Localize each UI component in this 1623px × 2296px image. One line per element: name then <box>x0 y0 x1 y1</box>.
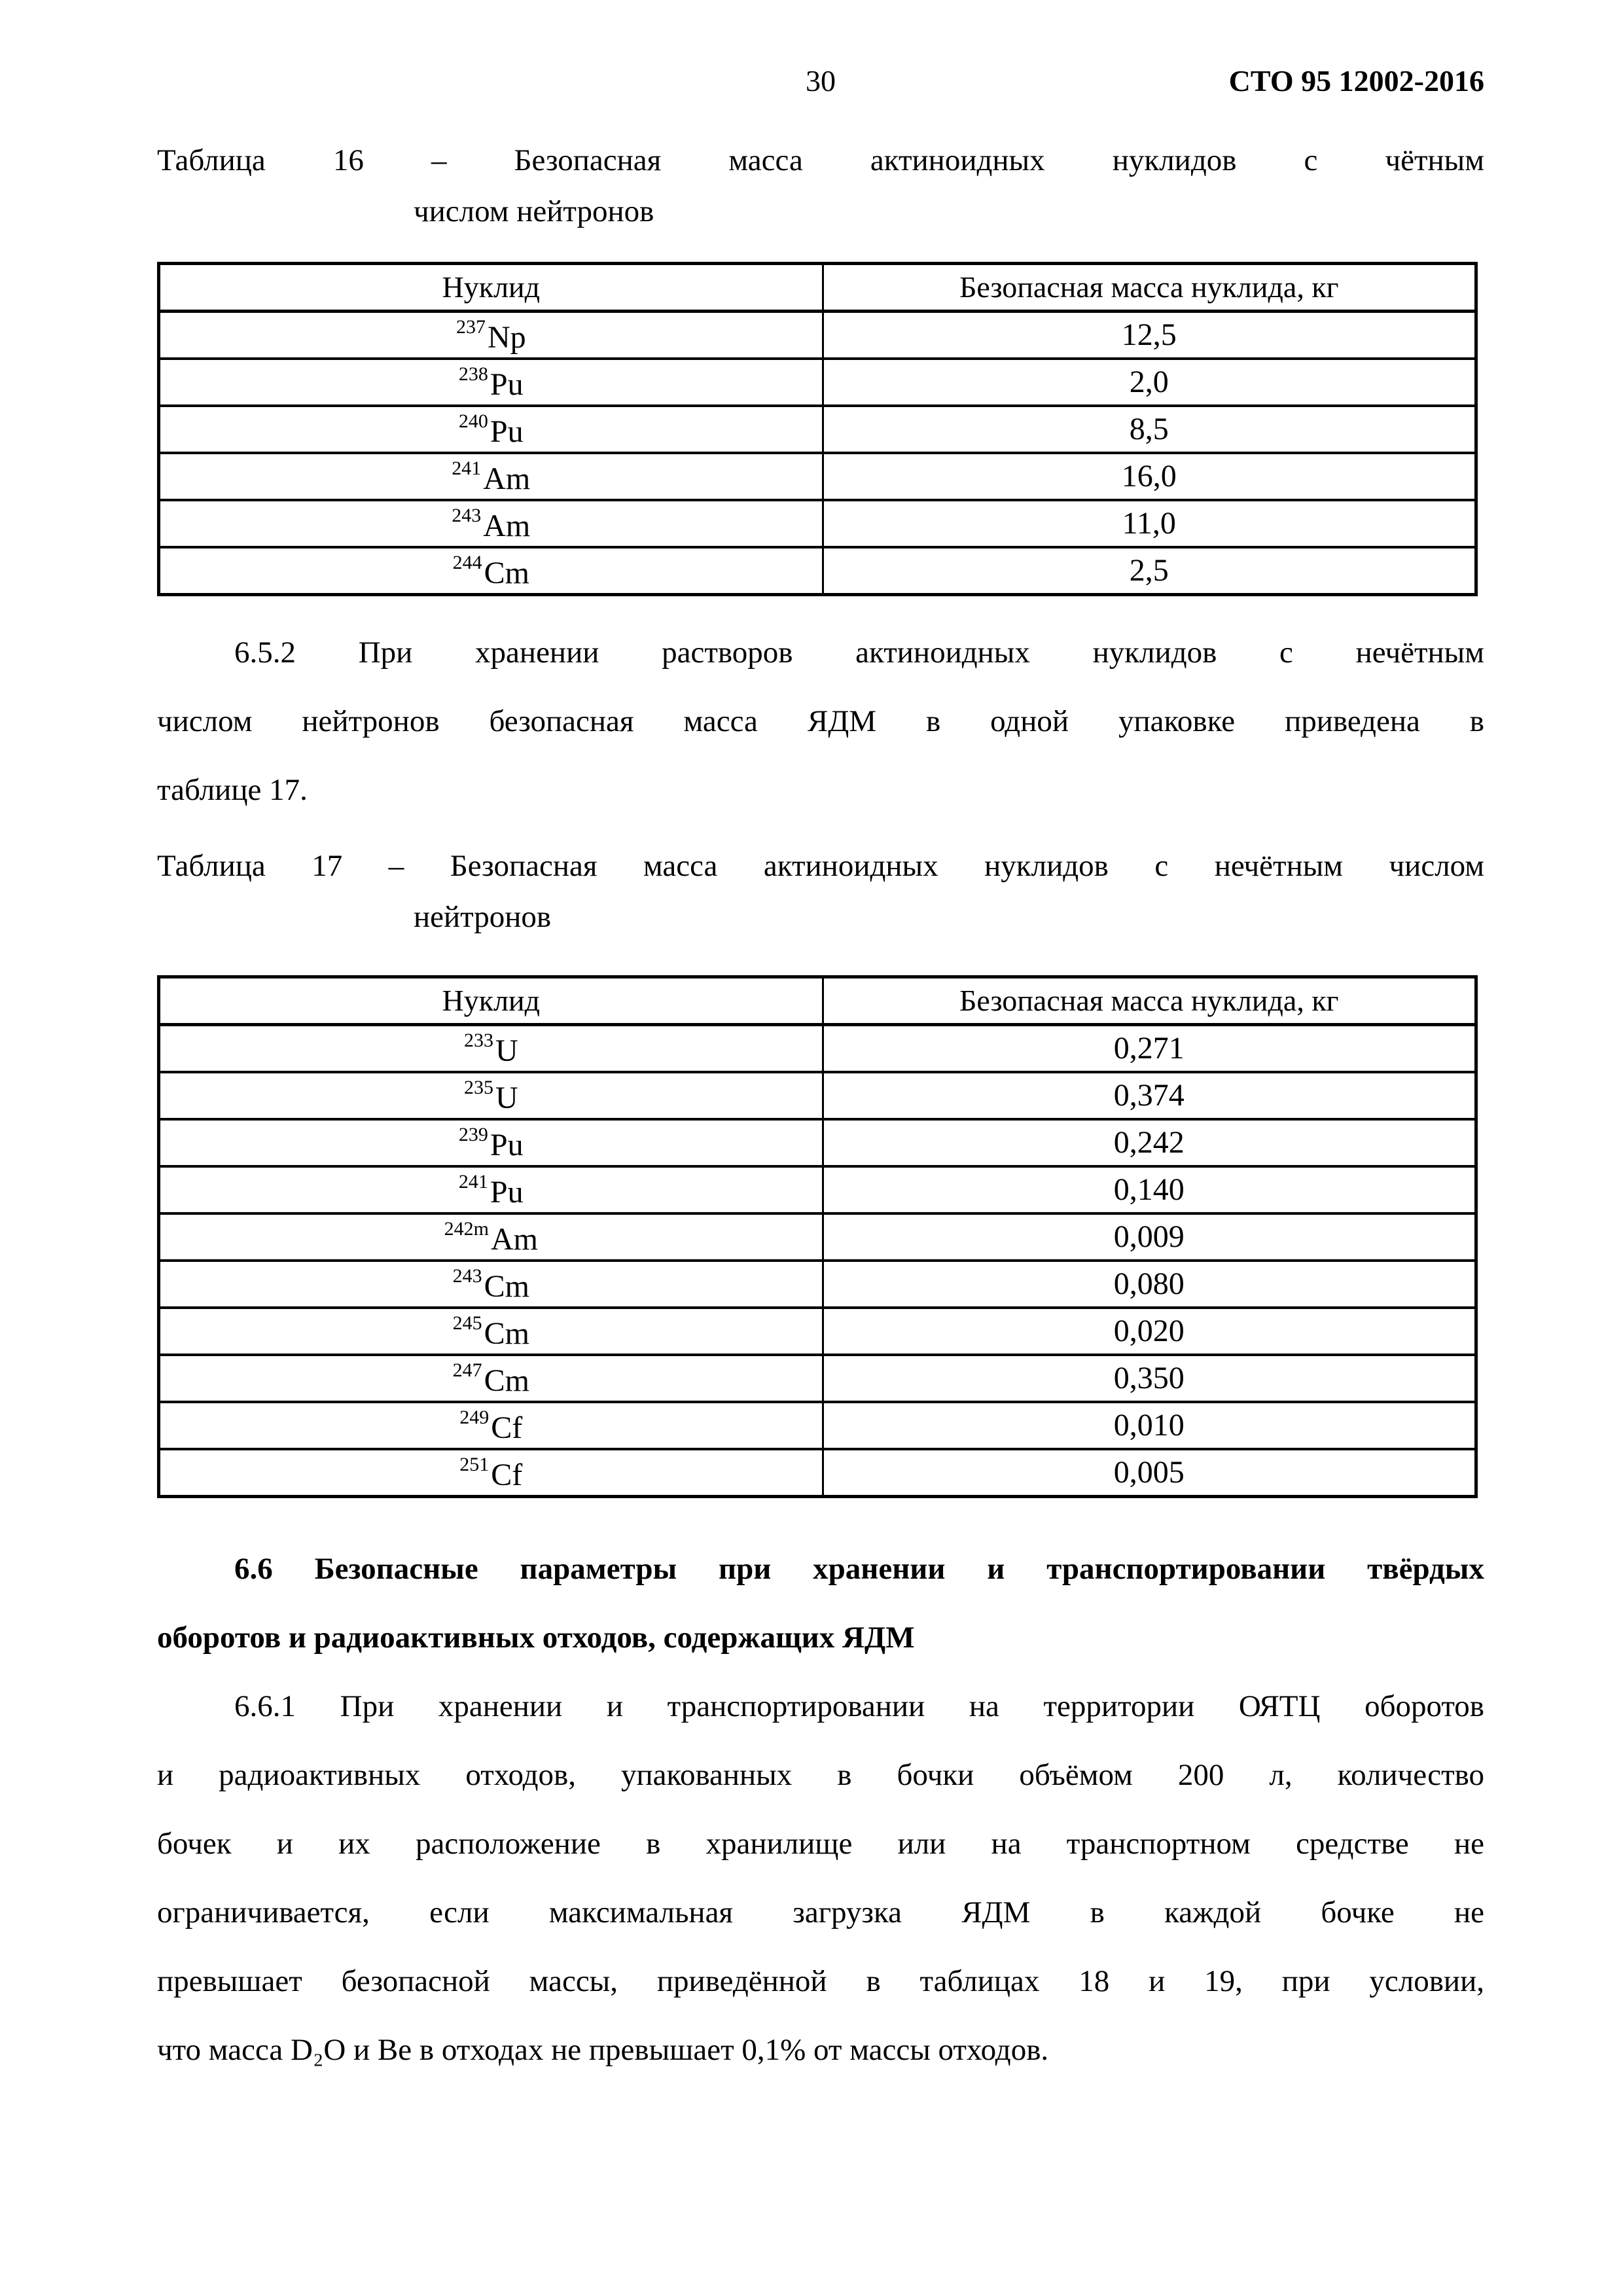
mass-number-superscript: 241 <box>452 457 482 479</box>
text-line: числом нейтронов <box>414 194 654 228</box>
heading-6-6 <box>157 1535 1484 1672</box>
mass-number-superscript: 247 <box>452 1359 482 1381</box>
nuclide-cell <box>159 1119 823 1166</box>
nuclide-cell <box>159 1449 823 1497</box>
nuclide-cell <box>159 1308 823 1355</box>
safe-mass-cell: 0,005 <box>823 1449 1476 1497</box>
safe-mass-cell: 2,5 <box>823 547 1476 595</box>
element-symbol: Pu <box>490 1127 524 1162</box>
mass-number-superscript: 239 <box>458 1123 488 1145</box>
nuclide-cell <box>159 1025 823 1073</box>
table16 <box>157 262 1478 596</box>
nuclide-cell <box>159 547 823 595</box>
table-row <box>159 1072 1476 1119</box>
nuclide-cell <box>159 312 823 359</box>
nuclide-cell <box>159 453 823 500</box>
paragraph-6-6-1 <box>157 1672 1484 2085</box>
element-symbol: Np <box>487 319 526 355</box>
column-header-nuclide: Нуклид <box>159 977 823 1025</box>
text-line: оборотов и радиоактивных отходов, содержащих ЯДМ <box>157 1621 915 1655</box>
table-row <box>159 453 1476 500</box>
element-symbol: Pu <box>490 1174 524 1210</box>
text-line: превышает безопасной массы, приведённой в таблицах 18 и 19, при условии, <box>157 1964 1484 1998</box>
element-symbol: Cm <box>484 1363 529 1398</box>
element-symbol: Pu <box>490 367 524 402</box>
nuclide-cell <box>159 1261 823 1308</box>
table16-caption <box>157 135 1484 237</box>
element-symbol: Pu <box>490 414 524 449</box>
safe-mass-cell: 11,0 <box>823 500 1476 547</box>
mass-number-superscript: 240 <box>458 410 488 432</box>
table-row <box>159 547 1476 595</box>
element-symbol: Am <box>490 1221 538 1257</box>
safe-mass-cell: 0,242 <box>823 1119 1476 1166</box>
safe-mass-cell: 0,009 <box>823 1213 1476 1261</box>
element-symbol: Cf <box>491 1457 523 1492</box>
text-line: Таблица 16 – Безопасная масса актиноидных нуклидов с чётным <box>157 143 1484 177</box>
table17 <box>157 975 1478 1498</box>
safe-mass-cell: 16,0 <box>823 453 1476 500</box>
nuclide-cell <box>159 1072 823 1119</box>
mass-number-superscript: 243 <box>452 1265 482 1287</box>
table-row <box>159 1213 1476 1261</box>
table-row <box>159 1402 1476 1449</box>
text-line: что масса D₂O и Be в отходах не превышает 0,1% от массы отходов. <box>157 2033 1049 2067</box>
nuclide-cell <box>159 500 823 547</box>
element-symbol: Cm <box>484 1316 529 1351</box>
table17-header-row <box>159 977 1476 1025</box>
safe-mass-cell: 0,080 <box>823 1261 1476 1308</box>
safe-mass-cell: 8,5 <box>823 406 1476 453</box>
mass-number-superscript: 237 <box>455 315 486 338</box>
text-line: числом нейтронов безопасная масса ЯДМ в одной упаковке приведена в <box>157 704 1484 738</box>
table-row <box>159 1355 1476 1402</box>
element-symbol: Cm <box>484 1268 529 1304</box>
paragraph-6-5-2 <box>157 619 1484 825</box>
safe-mass-cell: 0,271 <box>823 1025 1476 1073</box>
mass-number-superscript: 251 <box>459 1453 490 1475</box>
mass-number-superscript: 238 <box>458 363 488 385</box>
text-line: 6.6.1 При хранении и транспортировании на территории ОЯТЦ оборотов <box>234 1689 1484 1723</box>
table-row <box>159 1119 1476 1166</box>
table-row <box>159 1025 1476 1073</box>
table-row <box>159 406 1476 453</box>
mass-number-superscript: 241 <box>458 1170 488 1193</box>
text-line: 6.5.2 При хранении растворов актиноидных нуклидов с нечётным <box>234 636 1484 670</box>
table17-body <box>159 1025 1476 1497</box>
nuclide-cell <box>159 1166 823 1213</box>
document-code: СТО 95 12002-2016 <box>1228 64 1484 98</box>
mass-number-superscript: 242m <box>444 1217 489 1240</box>
table-row <box>159 359 1476 406</box>
safe-mass-cell: 2,0 <box>823 359 1476 406</box>
element-symbol: U <box>495 1080 518 1115</box>
table-row <box>159 1449 1476 1497</box>
text-line: ограничивается, если максимальная загрузка ЯДМ в каждой бочке не <box>157 1895 1484 1929</box>
mass-number-superscript: 244 <box>452 551 482 573</box>
element-symbol: Cf <box>491 1410 523 1445</box>
table-row <box>159 1261 1476 1308</box>
text-line: бочек и их расположение в хранилище или на транспортном средстве не <box>157 1827 1484 1861</box>
mass-number-superscript: 233 <box>463 1029 493 1051</box>
safe-mass-cell: 0,350 <box>823 1355 1476 1402</box>
nuclide-cell <box>159 1402 823 1449</box>
table16-header-row <box>159 264 1476 312</box>
nuclide-cell <box>159 1213 823 1261</box>
column-header-safe-mass: Безопасная масса нуклида, кг <box>823 264 1476 312</box>
column-header-safe-mass: Безопасная масса нуклида, кг <box>823 977 1476 1025</box>
text-line: 6.6 Безопасные параметры при хранении и транспортировании твёрдых <box>234 1552 1484 1586</box>
safe-mass-cell: 0,020 <box>823 1308 1476 1355</box>
table-row <box>159 500 1476 547</box>
page-number: 30 <box>806 64 836 98</box>
column-header-nuclide: Нуклид <box>159 264 823 312</box>
table16-body <box>159 312 1476 595</box>
element-symbol: Cm <box>484 555 529 590</box>
safe-mass-cell: 0,140 <box>823 1166 1476 1213</box>
text-line: и радиоактивных отходов, упакованных в бочки объёмом 200 л, количество <box>157 1758 1484 1792</box>
safe-mass-cell: 12,5 <box>823 312 1476 359</box>
element-symbol: Am <box>483 461 531 496</box>
mass-number-superscript: 243 <box>452 504 482 526</box>
safe-mass-cell: 0,010 <box>823 1402 1476 1449</box>
table17-caption <box>157 840 1484 942</box>
table-row <box>159 1166 1476 1213</box>
safe-mass-cell: 0,374 <box>823 1072 1476 1119</box>
nuclide-cell <box>159 359 823 406</box>
text-line: нейтронов <box>414 900 552 934</box>
text-line: Таблица 17 – Безопасная масса актиноидных нуклидов с нечётным числом <box>157 849 1484 883</box>
page-header <box>157 58 1484 105</box>
mass-number-superscript: 249 <box>459 1406 490 1428</box>
element-symbol: Am <box>483 508 531 543</box>
mass-number-superscript: 245 <box>452 1312 482 1334</box>
text-line: таблице 17. <box>157 773 308 807</box>
nuclide-cell <box>159 1355 823 1402</box>
table-row <box>159 312 1476 359</box>
nuclide-cell <box>159 406 823 453</box>
element-symbol: U <box>495 1033 518 1068</box>
table-row <box>159 1308 1476 1355</box>
mass-number-superscript: 235 <box>463 1076 493 1098</box>
